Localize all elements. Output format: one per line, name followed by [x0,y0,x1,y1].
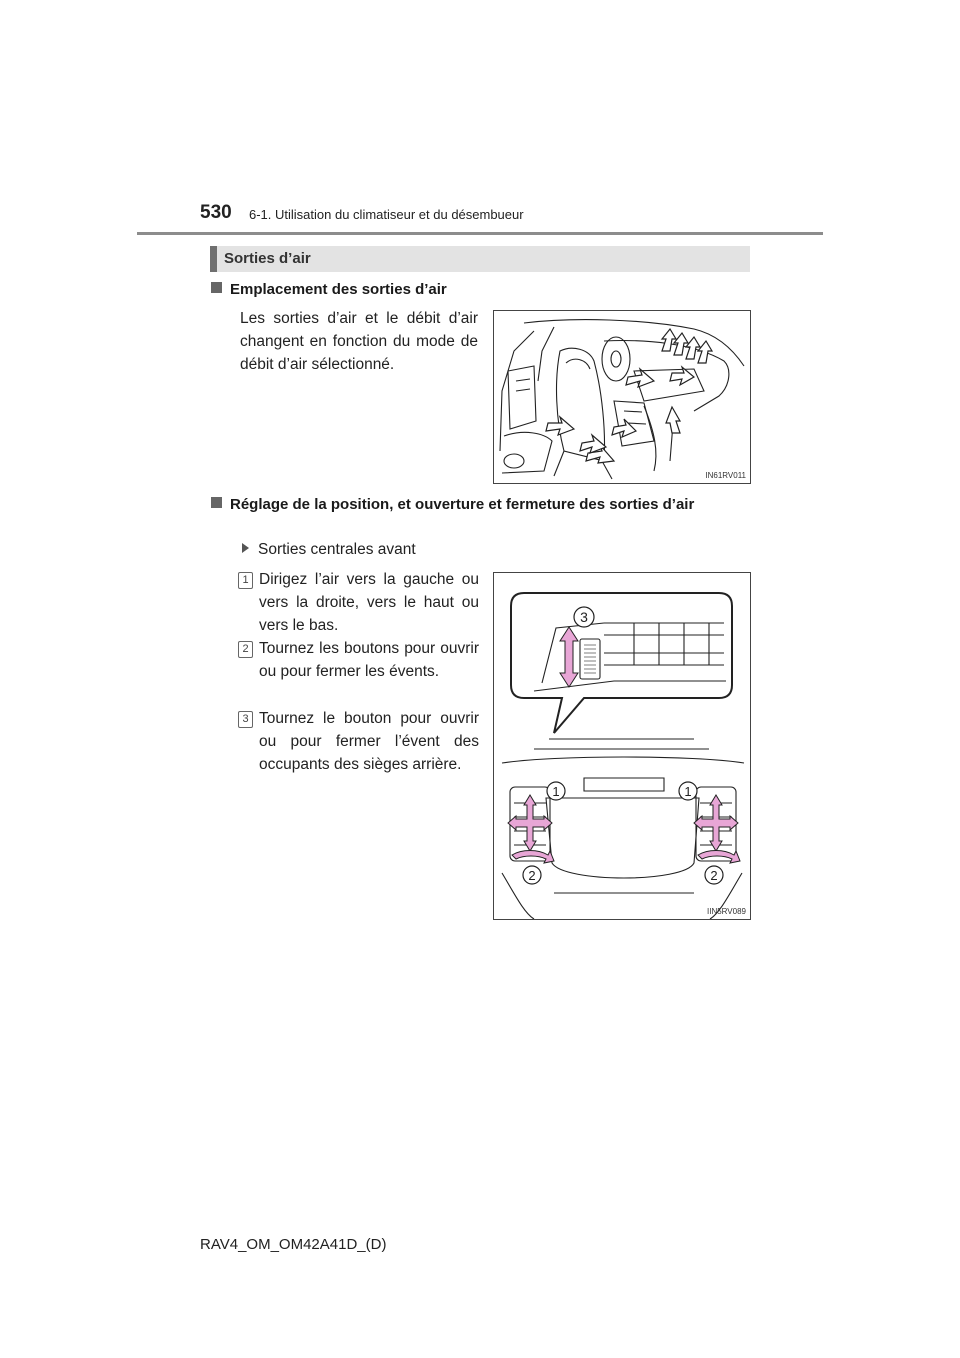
location-paragraph: Les sorties d’air et le débit d’air changent en fonction du mode de débit d’air sélectionné. [240,310,478,373]
callout-2-right: 2 [710,868,718,883]
triangle-bullet-icon [242,543,249,553]
adjust-heading-text: Réglage de la position, et ouverture et fermeture des sorties d’air [230,496,695,513]
callout-3: 3 [580,609,588,625]
header-rule [137,232,823,235]
step-text: Tournez les boutons pour ouvrir ou pour fermer les évents. [259,640,479,680]
square-bullet-icon [211,282,222,293]
step-number-badge: 2 [238,641,253,658]
cabin-illustration [494,311,750,483]
callout-2-left: 2 [528,868,536,883]
step-text: Tournez le bouton pour ouvrir ou pour fermer l’évent des occupants des sièges arrière. [259,710,479,773]
square-bullet-icon [211,497,222,508]
step-number-badge: 1 [238,572,253,589]
cabin-outlets-figure [493,310,751,484]
step-number-badge: 3 [238,711,253,728]
section-title: Sorties d’air [224,250,311,267]
location-heading [211,281,751,298]
figure-code: IIN5RV089 [707,907,746,916]
step-text: Dirigez l’air vers la gauche ou vers la droite, vers le haut ou vers le bas. [259,571,479,634]
page-number: 530 [200,202,232,223]
document-code: RAV4_OM_OM42A41D_(D) [200,1236,387,1253]
central-vents-illustration [494,573,750,919]
chapter-title: 6-1. Utilisation du climatiseur et du désembueur [249,207,524,222]
subheading-central-vents [242,538,416,561]
section-marker [210,246,217,272]
location-heading-text: Emplacement des sorties d’air [230,281,447,298]
central-vents-figure [493,572,751,920]
subheading-text: Sorties centrales avant [258,541,416,558]
section-bar [210,246,750,272]
callout-1-left: 1 [552,784,560,799]
callout-1-right: 1 [684,784,692,799]
adjust-heading [211,493,744,517]
figure-code: IN61RV011 [705,471,746,480]
